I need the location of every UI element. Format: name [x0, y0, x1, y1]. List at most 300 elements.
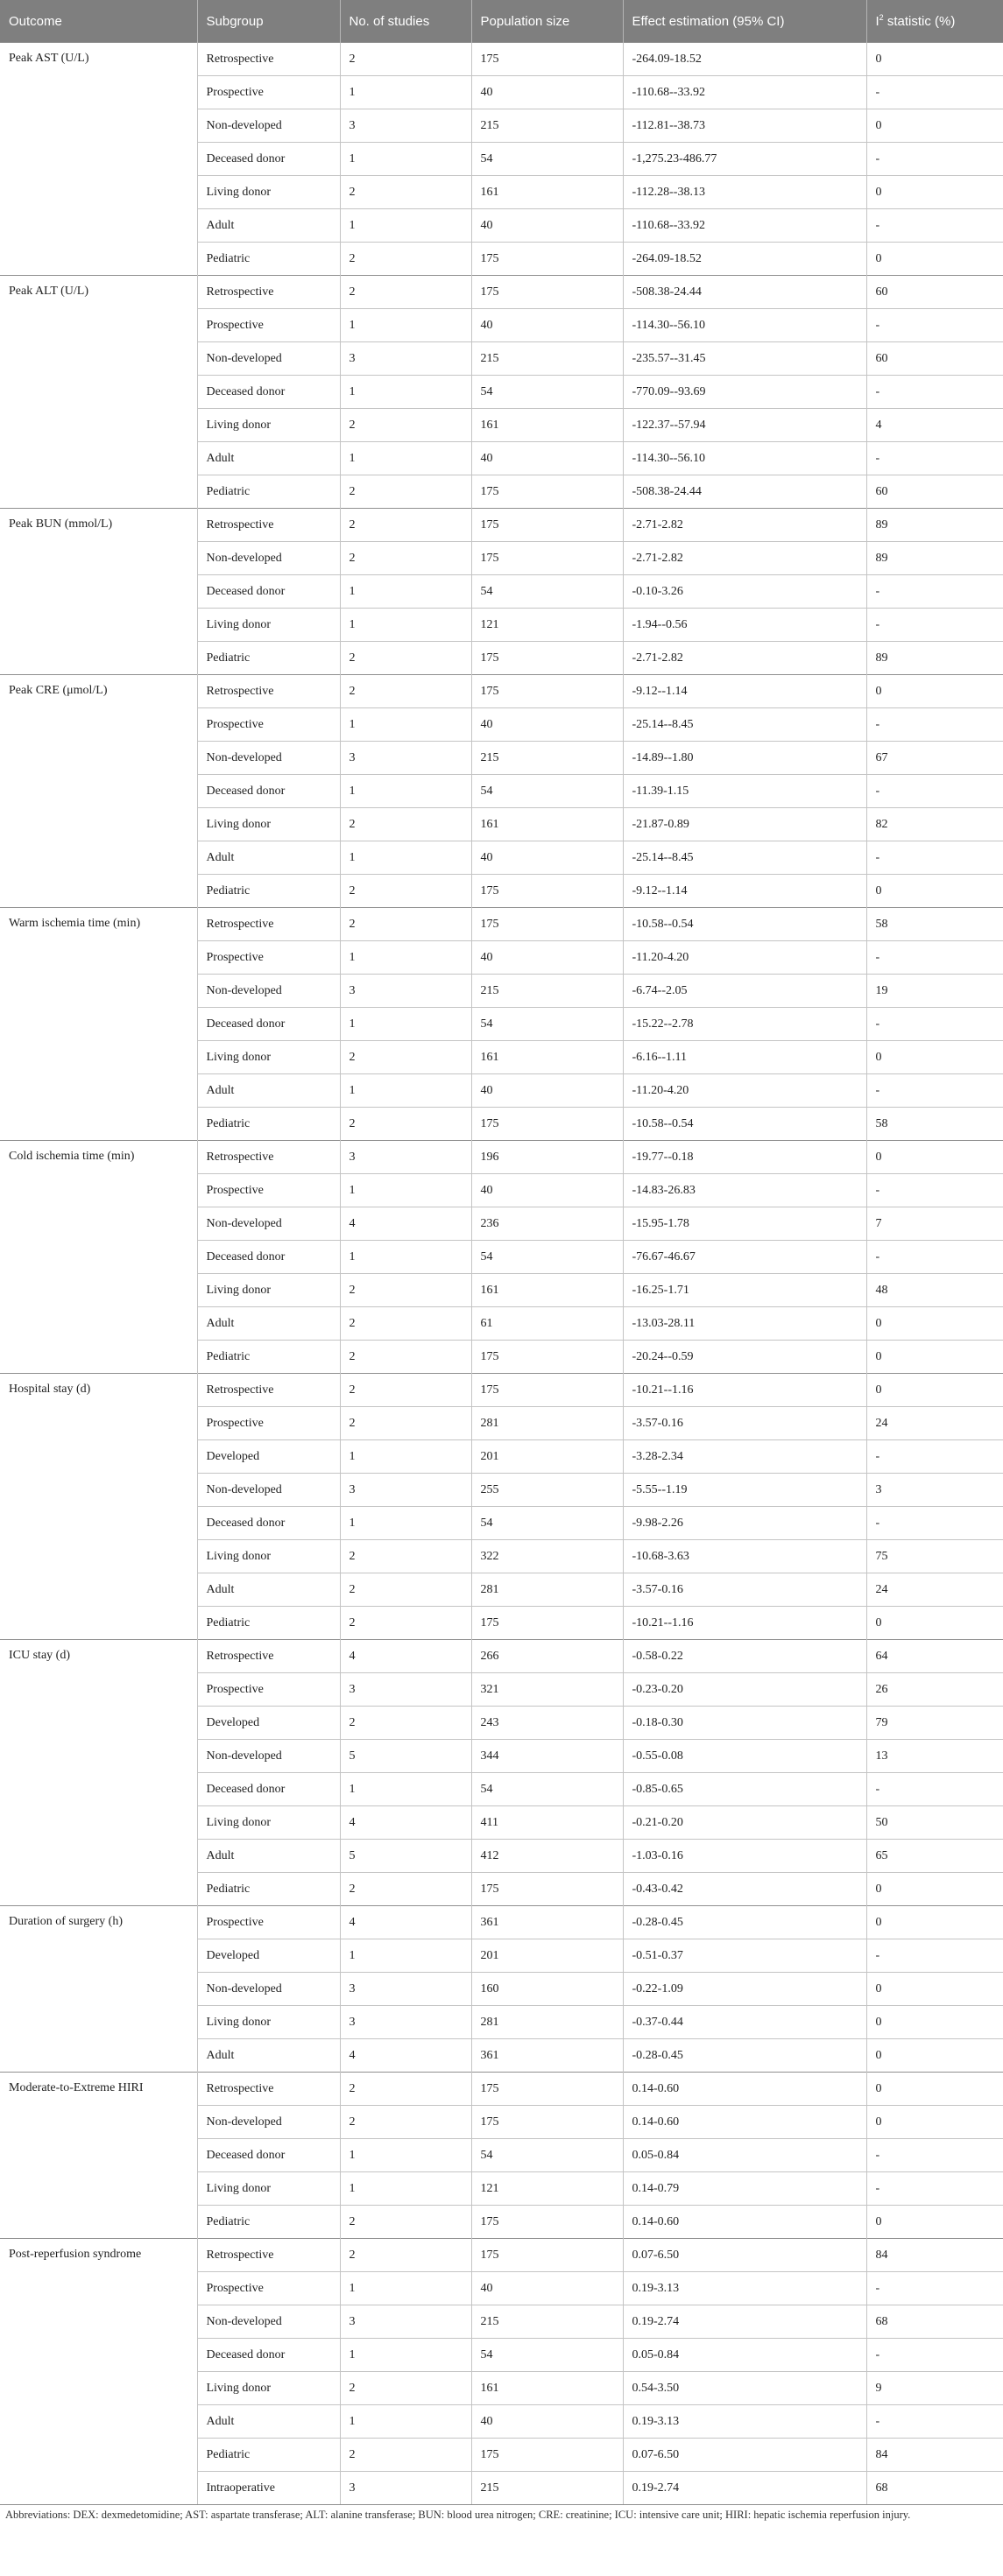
table-row	[0, 908, 1003, 941]
population-cell: 411	[471, 1806, 623, 1840]
header-i2	[866, 0, 1003, 43]
studies-cell: 2	[340, 1873, 471, 1906]
effect-cell: -20.24--0.59	[623, 1341, 866, 1374]
subgroup-cell: Deceased donor	[197, 143, 340, 176]
i2-cell: 0	[866, 675, 1003, 708]
studies-cell: 4	[340, 1640, 471, 1673]
subgroup-cell: Prospective	[197, 1174, 340, 1207]
population-cell: 175	[471, 243, 623, 276]
population-cell: 215	[471, 2305, 623, 2339]
studies-cell: 1	[340, 1440, 471, 1474]
population-cell: 175	[471, 542, 623, 575]
studies-cell: 1	[340, 609, 471, 642]
i2-cell: 24	[866, 1573, 1003, 1607]
population-cell: 236	[471, 1207, 623, 1241]
subgroup-cell: Living donor	[197, 2006, 340, 2039]
i2-cell: -	[866, 609, 1003, 642]
i2-cell: 60	[866, 475, 1003, 509]
i2-cell: 84	[866, 2439, 1003, 2472]
population-cell: 281	[471, 2006, 623, 2039]
i2-cell: 9	[866, 2372, 1003, 2405]
i2-cell: 0	[866, 1041, 1003, 1074]
i2-cell: -	[866, 1241, 1003, 1274]
outcome-cell: Peak AST (U/L)	[0, 43, 197, 276]
subgroup-cell: Pediatric	[197, 2206, 340, 2239]
outcome-cell: Peak ALT (U/L)	[0, 276, 197, 509]
header-row	[0, 0, 1003, 43]
i2-cell: -	[866, 1008, 1003, 1041]
studies-cell: 4	[340, 2039, 471, 2073]
population-cell: 40	[471, 708, 623, 742]
effect-cell: -114.30--56.10	[623, 442, 866, 475]
studies-cell: 2	[340, 243, 471, 276]
studies-cell: 2	[340, 1341, 471, 1374]
studies-cell: 1	[340, 841, 471, 875]
studies-cell: 2	[340, 176, 471, 209]
population-cell: 215	[471, 742, 623, 775]
studies-cell: 1	[340, 2272, 471, 2305]
effect-cell: 0.14-0.60	[623, 2073, 866, 2106]
i2-cell: 60	[866, 276, 1003, 309]
i2-cell: -	[866, 775, 1003, 808]
population-cell: 175	[471, 2439, 623, 2472]
header-subgroup: Subgroup	[197, 0, 340, 43]
effect-cell: -11.20-4.20	[623, 1074, 866, 1108]
effect-cell: -10.68-3.63	[623, 1540, 866, 1573]
subgroup-cell: Deceased donor	[197, 775, 340, 808]
subgroup-cell: Living donor	[197, 1540, 340, 1573]
effect-cell: -19.77--0.18	[623, 1141, 866, 1174]
subgroup-cell: Prospective	[197, 2272, 340, 2305]
population-cell: 175	[471, 475, 623, 509]
studies-cell: 2	[340, 875, 471, 908]
i2-cell: 0	[866, 2039, 1003, 2073]
outcome-cell: Peak BUN (mmol/L)	[0, 509, 197, 675]
subgroup-cell: Pediatric	[197, 475, 340, 509]
outcome-cell: Peak CRE (μmol/L)	[0, 675, 197, 908]
studies-cell: 1	[340, 2139, 471, 2172]
population-cell: 201	[471, 1440, 623, 1474]
studies-cell: 2	[340, 1407, 471, 1440]
effect-cell: -0.10-3.26	[623, 575, 866, 609]
effect-cell: -0.28-0.45	[623, 1906, 866, 1939]
subgroup-cell: Non-developed	[197, 1740, 340, 1773]
subgroup-cell: Living donor	[197, 1041, 340, 1074]
i2-cell: 0	[866, 1374, 1003, 1407]
studies-cell: 1	[340, 1939, 471, 1973]
population-cell: 175	[471, 1341, 623, 1374]
outcome-cell: Warm ischemia time (min)	[0, 908, 197, 1141]
population-cell: 175	[471, 43, 623, 76]
subgroup-cell: Non-developed	[197, 1973, 340, 2006]
subgroup-cell: Retrospective	[197, 509, 340, 542]
studies-cell: 1	[340, 941, 471, 975]
population-cell: 54	[471, 1241, 623, 1274]
i2-cell: 13	[866, 1740, 1003, 1773]
subgroup-cell: Deceased donor	[197, 2139, 340, 2172]
subgroup-cell: Adult	[197, 2039, 340, 2073]
table-footnote: Abbreviations: DEX: dexmedetomidine; AST: aspartate transferase; ALT: alanine transferase; BUN: blood urea nitrogen; CRE: creatinine; ICU: intensive care unit; HIRI: hepatic ischemia reperfusion injury.	[0, 2504, 1003, 2523]
i2-cell: 0	[866, 1141, 1003, 1174]
effect-cell: -21.87-0.89	[623, 808, 866, 841]
population-cell: 54	[471, 1008, 623, 1041]
studies-cell: 2	[340, 1540, 471, 1573]
effect-cell: -11.39-1.15	[623, 775, 866, 808]
studies-cell: 2	[340, 1573, 471, 1607]
subgroup-cell: Non-developed	[197, 975, 340, 1008]
subgroup-cell: Developed	[197, 1939, 340, 1973]
subgroup-cell: Adult	[197, 841, 340, 875]
i2-cell: 50	[866, 1806, 1003, 1840]
effect-cell: -11.20-4.20	[623, 941, 866, 975]
studies-cell: 1	[340, 1008, 471, 1041]
subgroup-cell: Pediatric	[197, 243, 340, 276]
subgroup-cell: Living donor	[197, 1806, 340, 1840]
i2-cell: 58	[866, 1108, 1003, 1141]
effect-cell: -0.18-0.30	[623, 1707, 866, 1740]
studies-cell: 3	[340, 2305, 471, 2339]
i2-cell: 0	[866, 1341, 1003, 1374]
population-cell: 121	[471, 609, 623, 642]
subgroup-cell: Prospective	[197, 941, 340, 975]
population-cell: 175	[471, 276, 623, 309]
i2-cell: 79	[866, 1707, 1003, 1740]
population-cell: 54	[471, 376, 623, 409]
effect-cell: -14.83-26.83	[623, 1174, 866, 1207]
population-cell: 161	[471, 176, 623, 209]
studies-cell: 1	[340, 1241, 471, 1274]
i2-cell: 19	[866, 975, 1003, 1008]
subgroup-cell: Pediatric	[197, 1108, 340, 1141]
population-cell: 175	[471, 642, 623, 675]
population-cell: 40	[471, 1074, 623, 1108]
effect-cell: -6.74--2.05	[623, 975, 866, 1008]
population-cell: 175	[471, 1374, 623, 1407]
effect-cell: -0.37-0.44	[623, 2006, 866, 2039]
subgroup-cell: Living donor	[197, 1274, 340, 1307]
effect-cell: -508.38-24.44	[623, 475, 866, 509]
header-effect: Effect estimation (95% CI)	[623, 0, 866, 43]
i2-cell: 0	[866, 243, 1003, 276]
studies-cell: 2	[340, 1274, 471, 1307]
effect-cell: -114.30--56.10	[623, 309, 866, 342]
population-cell: 40	[471, 209, 623, 243]
subgroup-cell: Prospective	[197, 1673, 340, 1707]
effect-cell: -1.94--0.56	[623, 609, 866, 642]
i2-cell: 26	[866, 1673, 1003, 1707]
subgroup-cell: Living donor	[197, 409, 340, 442]
subgroup-cell: Prospective	[197, 708, 340, 742]
population-cell: 321	[471, 1673, 623, 1707]
population-cell: 161	[471, 409, 623, 442]
population-cell: 54	[471, 1773, 623, 1806]
population-cell: 160	[471, 1973, 623, 2006]
studies-cell: 2	[340, 276, 471, 309]
effect-cell: -10.21--1.16	[623, 1607, 866, 1640]
effect-cell: -14.89--1.80	[623, 742, 866, 775]
effect-cell: -3.28-2.34	[623, 1440, 866, 1474]
studies-cell: 1	[340, 1074, 471, 1108]
subgroup-cell: Adult	[197, 1307, 340, 1341]
i2-cell: 0	[866, 1607, 1003, 1640]
studies-cell: 3	[340, 2472, 471, 2505]
subgroup-cell: Living donor	[197, 808, 340, 841]
i2-cell: 67	[866, 742, 1003, 775]
i2-cell: -	[866, 1174, 1003, 1207]
table-row	[0, 1906, 1003, 1939]
i2-cell: -	[866, 575, 1003, 609]
effect-cell: 0.14-0.60	[623, 2206, 866, 2239]
studies-cell: 4	[340, 1207, 471, 1241]
effect-cell: -264.09-18.52	[623, 43, 866, 76]
subgroup-cell: Deceased donor	[197, 575, 340, 609]
studies-cell: 2	[340, 509, 471, 542]
studies-cell: 3	[340, 1474, 471, 1507]
population-cell: 175	[471, 1607, 623, 1640]
subgroup-cell: Prospective	[197, 1407, 340, 1440]
header-i2-rest: statistic (%)	[883, 14, 956, 29]
effect-cell: -112.28--38.13	[623, 176, 866, 209]
studies-cell: 2	[340, 2206, 471, 2239]
i2-cell: -	[866, 1440, 1003, 1474]
population-cell: 175	[471, 2206, 623, 2239]
subgroup-cell: Adult	[197, 209, 340, 243]
effect-cell: 0.07-6.50	[623, 2439, 866, 2472]
studies-cell: 2	[340, 542, 471, 575]
i2-cell: 0	[866, 1906, 1003, 1939]
subgroup-cell: Deceased donor	[197, 1241, 340, 1274]
i2-cell: 48	[866, 1274, 1003, 1307]
studies-cell: 2	[340, 1307, 471, 1341]
population-cell: 281	[471, 1407, 623, 1440]
effect-cell: -3.57-0.16	[623, 1407, 866, 1440]
subgroup-cell: Deceased donor	[197, 1507, 340, 1540]
effect-cell: -1,275.23-486.77	[623, 143, 866, 176]
effect-cell: -2.71-2.82	[623, 509, 866, 542]
effect-cell: 0.14-0.79	[623, 2172, 866, 2206]
population-cell: 121	[471, 2172, 623, 2206]
effect-cell: 0.05-0.84	[623, 2139, 866, 2172]
i2-cell: 0	[866, 1307, 1003, 1341]
subgroup-cell: Non-developed	[197, 742, 340, 775]
studies-cell: 1	[340, 376, 471, 409]
population-cell: 161	[471, 1274, 623, 1307]
subgroup-cell: Retrospective	[197, 43, 340, 76]
i2-cell: 60	[866, 342, 1003, 376]
subgroup-cell: Retrospective	[197, 1374, 340, 1407]
population-cell: 266	[471, 1640, 623, 1673]
studies-cell: 3	[340, 342, 471, 376]
subgroup-cell: Developed	[197, 1440, 340, 1474]
table-row	[0, 276, 1003, 309]
subgroup-cell: Non-developed	[197, 1207, 340, 1241]
population-cell: 201	[471, 1939, 623, 1973]
population-cell: 322	[471, 1540, 623, 1573]
i2-cell: 0	[866, 2006, 1003, 2039]
i2-cell: 65	[866, 1840, 1003, 1873]
i2-cell: -	[866, 442, 1003, 475]
effect-cell: -1.03-0.16	[623, 1840, 866, 1873]
subgroup-cell: Non-developed	[197, 542, 340, 575]
i2-cell: -	[866, 209, 1003, 243]
studies-cell: 1	[340, 1174, 471, 1207]
outcome-cell: ICU stay (d)	[0, 1640, 197, 1906]
studies-cell: 2	[340, 409, 471, 442]
i2-cell: 89	[866, 542, 1003, 575]
effect-cell: 0.14-0.60	[623, 2106, 866, 2139]
population-cell: 40	[471, 2405, 623, 2439]
studies-cell: 2	[340, 475, 471, 509]
effect-cell: -112.81--38.73	[623, 109, 866, 143]
i2-cell: 58	[866, 908, 1003, 941]
studies-cell: 1	[340, 442, 471, 475]
i2-cell: 68	[866, 2472, 1003, 2505]
population-cell: 54	[471, 1507, 623, 1540]
i2-cell: -	[866, 1939, 1003, 1973]
studies-cell: 3	[340, 975, 471, 1008]
population-cell: 40	[471, 442, 623, 475]
studies-cell: 5	[340, 1840, 471, 1873]
effect-cell: -5.55--1.19	[623, 1474, 866, 1507]
outcome-cell: Cold ischemia time (min)	[0, 1141, 197, 1374]
effect-cell: -110.68--33.92	[623, 76, 866, 109]
i2-cell: -	[866, 2339, 1003, 2372]
outcome-cell: Hospital stay (d)	[0, 1374, 197, 1640]
header-outcome: Outcome	[0, 0, 197, 43]
population-cell: 175	[471, 675, 623, 708]
studies-cell: 1	[340, 2172, 471, 2206]
table-row	[0, 2073, 1003, 2106]
i2-cell: 89	[866, 509, 1003, 542]
subgroup-cell: Retrospective	[197, 1141, 340, 1174]
effect-cell: -10.58--0.54	[623, 908, 866, 941]
studies-cell: 1	[340, 209, 471, 243]
effect-cell: -508.38-24.44	[623, 276, 866, 309]
subgroup-cell: Retrospective	[197, 908, 340, 941]
i2-cell: 0	[866, 2073, 1003, 2106]
effect-cell: -0.43-0.42	[623, 1873, 866, 1906]
table-header	[0, 0, 1003, 43]
effect-cell: -264.09-18.52	[623, 243, 866, 276]
studies-cell: 3	[340, 1141, 471, 1174]
studies-cell: 2	[340, 1108, 471, 1141]
studies-cell: 2	[340, 675, 471, 708]
population-cell: 175	[471, 509, 623, 542]
i2-cell: 75	[866, 1540, 1003, 1573]
header-studies: No. of studies	[340, 0, 471, 43]
i2-cell: 0	[866, 875, 1003, 908]
header-i2-sup: 2	[879, 13, 884, 22]
i2-cell: -	[866, 143, 1003, 176]
subgroup-cell: Pediatric	[197, 2439, 340, 2472]
i2-cell: -	[866, 1074, 1003, 1108]
effect-cell: -0.28-0.45	[623, 2039, 866, 2073]
i2-cell: -	[866, 309, 1003, 342]
table-row	[0, 1141, 1003, 1174]
population-cell: 40	[471, 76, 623, 109]
effect-cell: -25.14--8.45	[623, 708, 866, 742]
subgroup-cell: Deceased donor	[197, 1008, 340, 1041]
population-cell: 196	[471, 1141, 623, 1174]
i2-cell: -	[866, 376, 1003, 409]
effect-cell: -2.71-2.82	[623, 642, 866, 675]
subgroup-cell: Adult	[197, 2405, 340, 2439]
effect-cell: -3.57-0.16	[623, 1573, 866, 1607]
i2-cell: -	[866, 941, 1003, 975]
population-cell: 40	[471, 309, 623, 342]
subgroup-cell: Retrospective	[197, 675, 340, 708]
i2-cell: 68	[866, 2305, 1003, 2339]
i2-cell: 82	[866, 808, 1003, 841]
population-cell: 175	[471, 1108, 623, 1141]
effect-cell: -110.68--33.92	[623, 209, 866, 243]
population-cell: 161	[471, 1041, 623, 1074]
outcome-cell: Duration of surgery (h)	[0, 1906, 197, 2073]
effect-cell: -9.98-2.26	[623, 1507, 866, 1540]
effect-cell: -76.67-46.67	[623, 1241, 866, 1274]
subgroup-cell: Pediatric	[197, 1607, 340, 1640]
population-cell: 281	[471, 1573, 623, 1607]
outcome-cell: Post-reperfusion syndrome	[0, 2239, 197, 2505]
population-cell: 255	[471, 1474, 623, 1507]
studies-cell: 1	[340, 575, 471, 609]
effect-cell: -0.58-0.22	[623, 1640, 866, 1673]
subgroup-cell: Prospective	[197, 309, 340, 342]
i2-cell: -	[866, 2405, 1003, 2439]
effect-cell: -0.55-0.08	[623, 1740, 866, 1773]
effect-cell: -13.03-28.11	[623, 1307, 866, 1341]
i2-cell: 89	[866, 642, 1003, 675]
subgroup-cell: Retrospective	[197, 2239, 340, 2272]
subgroup-cell: Pediatric	[197, 1873, 340, 1906]
i2-cell: 84	[866, 2239, 1003, 2272]
header-i2-main: I	[875, 14, 879, 29]
subgroup-cell: Pediatric	[197, 1341, 340, 1374]
table-row	[0, 1374, 1003, 1407]
effect-cell: -15.22--2.78	[623, 1008, 866, 1041]
subgroup-cell: Adult	[197, 1074, 340, 1108]
table-row	[0, 509, 1003, 542]
studies-cell: 2	[340, 2106, 471, 2139]
subgroup-cell: Prospective	[197, 1906, 340, 1939]
effect-cell: 0.19-2.74	[623, 2305, 866, 2339]
subgroup-cell: Non-developed	[197, 2305, 340, 2339]
i2-cell: 0	[866, 1873, 1003, 1906]
studies-cell: 2	[340, 2439, 471, 2472]
effect-cell: -0.23-0.20	[623, 1673, 866, 1707]
studies-cell: 2	[340, 808, 471, 841]
studies-cell: 4	[340, 1806, 471, 1840]
header-population: Population size	[471, 0, 623, 43]
subgroup-cell: Deceased donor	[197, 376, 340, 409]
i2-cell: 7	[866, 1207, 1003, 1241]
i2-cell: -	[866, 1507, 1003, 1540]
population-cell: 412	[471, 1840, 623, 1873]
effect-cell: -15.95-1.78	[623, 1207, 866, 1241]
population-cell: 175	[471, 2239, 623, 2272]
subgroup-cell: Prospective	[197, 76, 340, 109]
effect-cell: -235.57--31.45	[623, 342, 866, 376]
subgroup-cell: Retrospective	[197, 1640, 340, 1673]
i2-cell: -	[866, 2172, 1003, 2206]
table-row	[0, 675, 1003, 708]
i2-cell: -	[866, 2272, 1003, 2305]
population-cell: 40	[471, 941, 623, 975]
i2-cell: -	[866, 841, 1003, 875]
population-cell: 215	[471, 109, 623, 143]
effect-cell: -0.22-1.09	[623, 1973, 866, 2006]
i2-cell: 0	[866, 2106, 1003, 2139]
